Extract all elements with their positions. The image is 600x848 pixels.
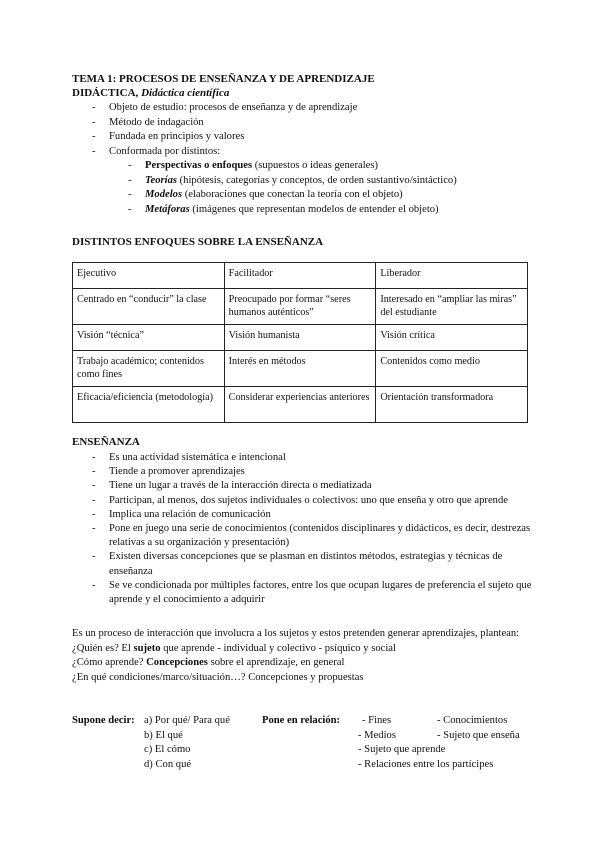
- table-cell: Visión humanista: [224, 325, 376, 351]
- list-item: - Existen diversas concepciones que se plasman en distintos métodos, estrategias y técnicas de enseñanza: [92, 550, 542, 578]
- list-item: - Conocimientos: [437, 715, 508, 726]
- question-condiciones: ¿En qué condiciones/marco/situación…? Concepciones y propuestas: [72, 671, 364, 683]
- question-como: ¿Cómo aprende? Concepciones sobre el aprendizaje, en general: [72, 657, 345, 669]
- term-bold: Metáforas: [145, 203, 190, 215]
- table-cell: Trabajo académico; contenidos como fines: [73, 351, 225, 387]
- list-item: - Implica una relación de comunicación: [92, 508, 542, 522]
- conformada-list: [128, 159, 558, 217]
- table-cell: Visión crítica: [376, 325, 528, 351]
- list-item: - Pone en juego una serie de conocimientos (contenidos disciplinares y didácticos, es decir, destrezas relativas a su organización y presentación): [92, 522, 542, 550]
- list-item: - Sujeto que enseña: [437, 729, 520, 741]
- didactica-heading-bold: DIDÁCTICA,: [72, 87, 142, 99]
- list-item: - Tiene un lugar a través de la interacción directa o mediatizada: [92, 479, 542, 493]
- list-item: b) El qué: [144, 729, 183, 741]
- question-quien: ¿Quién es? El sujeto que aprende - individual y colectivo - psíquico y social: [72, 642, 396, 654]
- table-cell: Visión “técnica”: [73, 325, 225, 351]
- table-row: [73, 289, 528, 325]
- list-item: - Sujeto que aprende: [358, 744, 446, 756]
- table-row: [73, 263, 528, 289]
- list-item: - Medios: [358, 729, 396, 741]
- didactica-heading: [72, 86, 229, 101]
- term-description: (supuestos o ideas generales): [252, 160, 379, 171]
- term-description: (imágenes que representan modelos de entender el objeto): [189, 203, 439, 215]
- table-cell: Centrado en “conducir” la clase: [73, 289, 225, 325]
- list-item: a) Por qué/ Para qué: [144, 715, 230, 726]
- enfoques-table: [72, 262, 528, 423]
- table-cell: Liberador: [376, 263, 528, 289]
- list-item: [128, 188, 558, 203]
- list-item: - Se ve condicionada por múltiples factores, entre los que ocupan lugares de preferencia el sujeto que aprende y el conocimiento a adquirir: [92, 579, 542, 607]
- ensenanza-list: [92, 451, 542, 607]
- list-item: c) El cómo: [144, 744, 191, 756]
- paragraph-intro: Es un proceso de interacción que involucra a los sujetos y estos pretenden generar aprendizajes, plantean:: [72, 628, 520, 639]
- supone-items: [144, 714, 230, 772]
- table-row: [73, 387, 528, 423]
- table-cell: Ejecutivo: [73, 263, 225, 289]
- term-bold: Modelos: [145, 189, 183, 201]
- list-item: - Fundada en principios y valores: [92, 130, 562, 145]
- interaction-paragraph: [72, 627, 532, 685]
- term-bold: Teorías: [145, 174, 177, 186]
- list-item: - Método de indagación: [92, 116, 562, 131]
- table-row: [73, 351, 528, 387]
- pone-label: Pone en relación:: [262, 715, 341, 726]
- list-item: - Participan, al menos, dos sujetos individuales o colectivos: uno que enseña y otro que aprende: [92, 494, 542, 508]
- didactica-heading-italic: Didáctica científica: [141, 87, 230, 99]
- document-title: TEMA 1: PROCESOS DE ENSEÑANZA Y DE APRENDIZAJE: [72, 73, 375, 85]
- table-cell: Interesado en “ampliar las miras” del estudiante: [376, 289, 528, 325]
- term-description: (elaboraciones que conectan la teoría con el objeto): [182, 189, 403, 201]
- table-cell: Eficacia/eficiencia (metodología): [73, 387, 225, 423]
- list-item: [128, 203, 558, 218]
- list-item: - Objeto de estudio: procesos de enseñanza y de aprendizaje: [92, 101, 562, 116]
- list-item: - Es una actividad sistemática e intencional: [92, 451, 542, 465]
- list-item: - Conformada por distintos:: [92, 145, 562, 160]
- supone-label: Supone decir:: [72, 715, 135, 726]
- table-cell: Interés en métodos: [224, 351, 376, 387]
- term-bold: Perspectivas o enfoques: [145, 160, 253, 171]
- didactica-list: [92, 101, 562, 159]
- enfoques-heading: DISTINTOS ENFOQUES SOBRE LA ENSEÑANZA: [72, 236, 324, 248]
- list-item: [128, 159, 558, 174]
- table-row: [73, 325, 528, 351]
- list-item: d) Con qué: [144, 758, 192, 770]
- pone-items-col2: [437, 714, 520, 743]
- table-cell: Considerar experiencias anteriores: [224, 387, 376, 423]
- table-cell: Contenidos como medio: [376, 351, 528, 387]
- ensenanza-heading: ENSEÑANZA: [72, 436, 140, 448]
- term-description: (hipótesis, categorías y conceptos, de orden sustantivo/sintáctico): [176, 174, 457, 186]
- table-cell: Orientación transformadora: [376, 387, 528, 423]
- table-cell: Preocupado por formar “seres humanos auténticos”: [224, 289, 376, 325]
- list-item: - Tiende a promover aprendizajes: [92, 465, 542, 479]
- list-item: - Fines: [362, 715, 392, 726]
- list-item: [128, 174, 558, 189]
- table-cell: Facilitador: [224, 263, 376, 289]
- list-item: - Relaciones entre los partícipes: [358, 758, 494, 770]
